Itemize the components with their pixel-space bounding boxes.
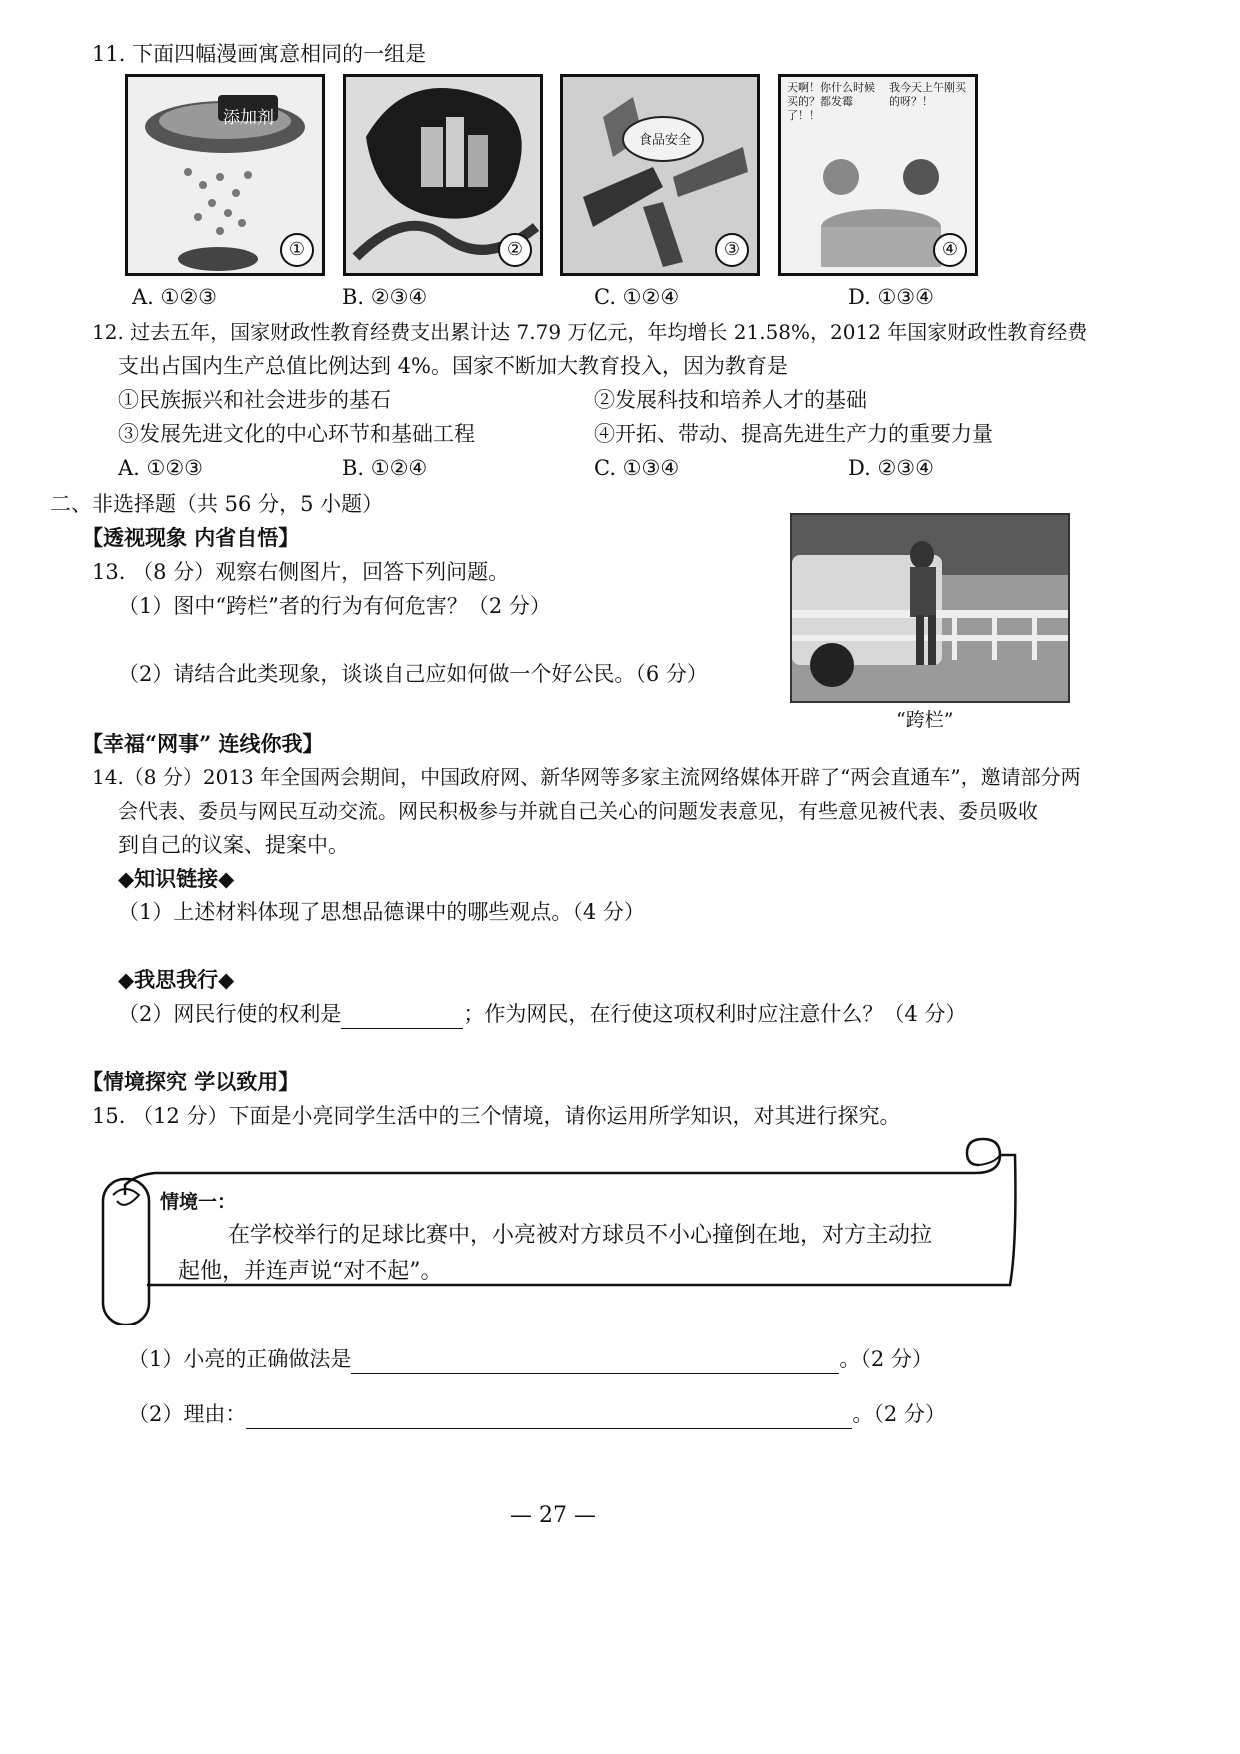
scenario-line2: 起他，并连声说“对不起”。 — [178, 1259, 443, 1284]
q13-sub2: （2）请结合此类现象，谈谈自己应如何做一个好公民。（6 分） — [118, 662, 708, 686]
q12-item-2: ②发展科技和培养人才的基础 — [594, 388, 867, 412]
page-number: — 27 — — [510, 1503, 596, 1528]
part3-heading: 【情境探究 学以致用】 — [82, 1069, 300, 1094]
q12-item-3: ③发展先进文化的中心环节和基础工程 — [118, 422, 475, 446]
q12-item-4: ④开拓、带动、提高先进生产力的重要力量 — [594, 422, 993, 446]
q13-sub1: （1）图中“跨栏”者的行为有何危害？（2 分） — [118, 594, 551, 618]
q14-line2: 会代表、委员与网民互动交流。网民积极参与并就自己关心的问题发表意见，有些意见被代表、委员吸收 — [118, 799, 1038, 823]
panel-3-label: 食品安全 — [639, 133, 692, 148]
q15-sub1-prefix: （1）小亮的正确做法是 — [128, 1347, 352, 1371]
photo-caption: “跨栏” — [896, 709, 954, 731]
q12-option-a: A. ①②③ — [118, 456, 203, 480]
cartoon-panel-4 — [778, 74, 978, 276]
q12-option-d: D. ②③④ — [848, 456, 934, 480]
panel-1-label: 添加剂 — [223, 108, 274, 128]
panel-4-speech-left: 天啊！你什么时候买的？都发霉了！！ — [787, 81, 875, 122]
q14-line1: 14.（8 分）2013 年全国两会期间，中国政府网、新华网等多家主流网络媒体开辟了“两会直通车”，邀请部分两 — [92, 765, 1081, 789]
hurdling-photo — [790, 513, 1070, 703]
q15-sub2-suffix: 。（2 分） — [852, 1402, 946, 1426]
q14-sub2-prefix: （2）网民行使的权利是 — [118, 1002, 342, 1026]
q11-option-b: B. ②③④ — [342, 285, 428, 309]
panel-3-number: ③ — [715, 233, 749, 267]
q15-sub1 — [128, 1345, 933, 1374]
part2-heading: 【幸福“网事” 连线你我】 — [82, 731, 324, 756]
cartoon-panel-1 — [125, 74, 325, 276]
q14-sub2 — [118, 1000, 966, 1029]
q14-line3: 到自己的议案、提案中。 — [118, 833, 349, 857]
q14-answer-blank[interactable] — [341, 1000, 463, 1029]
q15-sub1-suffix: 。（2 分） — [839, 1347, 933, 1371]
panel-2-number: ② — [498, 233, 532, 267]
q14-sub2-suffix: ；作为网民，在行使这项权利时应注意什么？（4 分） — [463, 1002, 967, 1026]
panel-4-number: ④ — [933, 233, 967, 267]
q12-option-b: B. ①②④ — [342, 456, 428, 480]
knowledge-link: ◆知识链接◆ — [118, 866, 235, 891]
q11-option-c: C. ①②④ — [594, 285, 680, 309]
q15-stem: 15. （12 分）下面是小亮同学生活中的三个情境，请你运用所学知识，对其进行探究。 — [92, 1104, 901, 1128]
q11-option-d: D. ①③④ — [848, 285, 934, 309]
part1-heading: 【透视现象 内省自悟】 — [82, 525, 300, 550]
q12-stem-line2: 支出占国内生产总值比例达到 4%。国家不断加大教育投入，因为教育是 — [118, 354, 788, 378]
q15-sub2-answer-blank[interactable] — [246, 1400, 852, 1429]
scenario-title: 情境一： — [160, 1191, 237, 1213]
cartoon-panel-2 — [343, 74, 543, 276]
q11-stem: 11. 下面四幅漫画寓意相同的一组是 — [92, 42, 427, 66]
q13-stem: 13. （8 分）观察右侧图片，回答下列问题。 — [92, 560, 510, 584]
q11-option-a: A. ①②③ — [132, 285, 217, 309]
cartoon-panel-3 — [560, 74, 760, 276]
think-act: ◆我思我行◆ — [118, 967, 235, 992]
q14-sub1: （1）上述材料体现了思想品德课中的哪些观点。（4 分） — [118, 900, 645, 924]
q15-sub2 — [128, 1400, 946, 1429]
q15-sub1-answer-blank[interactable] — [351, 1345, 839, 1374]
panel-4-speech-right: 我今天上午刚买的呀？！ — [889, 81, 966, 108]
q12-item-1: ①民族振兴和社会进步的基石 — [118, 388, 391, 412]
panel-1-number: ① — [280, 233, 314, 267]
section2-title: 二、非选择题（共 56 分，5 小题） — [50, 492, 384, 516]
q15-sub2-prefix: （2）理由： — [128, 1402, 247, 1426]
scenario-line1: 在学校举行的足球比赛中，小亮被对方球员不小心撞倒在地，对方主动拉 — [228, 1223, 933, 1248]
q12-option-c: C. ①③④ — [594, 456, 680, 480]
hurdling-photo-drawing — [792, 515, 1068, 701]
q12-stem-line1: 12. 过去五年，国家财政性教育经费支出累计达 7.79 万亿元，年均增长 21.58%，2012 年国家财政性教育经费 — [92, 320, 1088, 344]
